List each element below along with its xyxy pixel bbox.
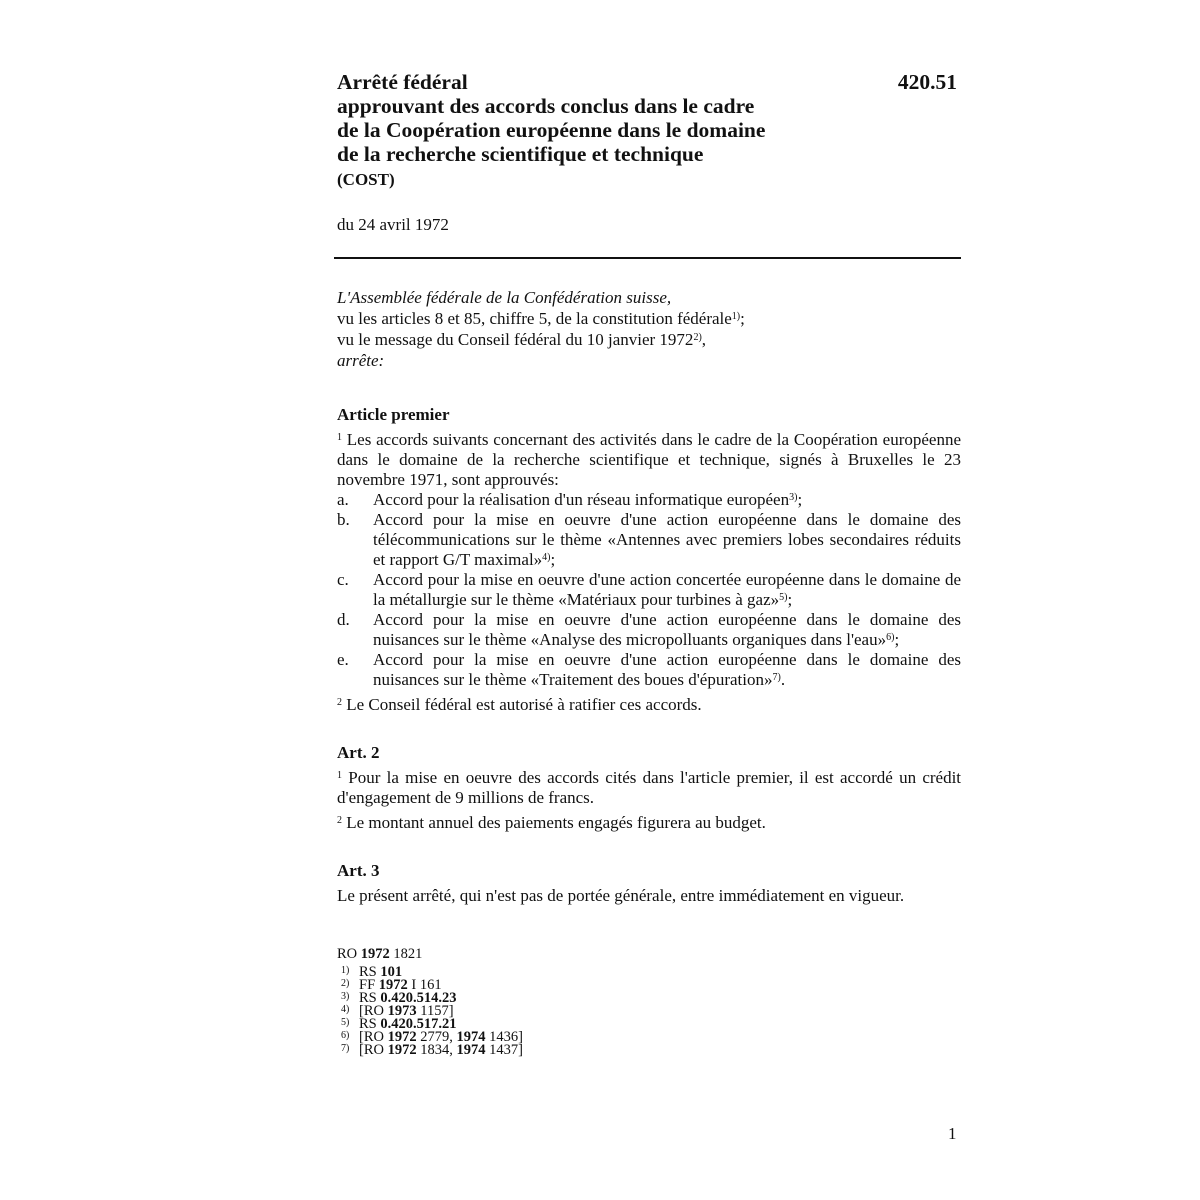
punctuation: ; [740,309,745,328]
footnotes [337,966,961,1057]
list-item-text: Accord pour la réalisation d'un réseau informatique européen [373,490,790,509]
footnote-part: [RO [359,1042,388,1058]
footnote-part: 1436] [485,1029,523,1045]
list-item [337,510,961,570]
list-letter: d. [337,610,350,629]
punctuation: , [701,330,707,349]
article-1-paragraph-1 [337,430,961,490]
assembly-line: L'Assemblée fédérale de la Confédération suisse, [337,288,672,307]
list-item-text: Accord pour la mise en oeuvre d'une action concertée européenne dans le domaine de la métallurgie sur le thème «Matériaux pour turbines à gaz» [373,570,961,609]
footnote-part: 2779, [416,1029,457,1045]
footnote-ref[interactable]: 2) [693,332,702,343]
article-1-paragraph-2-text: Le Conseil fédéral est autorisé à ratifier ces accords. [346,695,702,714]
document-page [337,70,961,1057]
preamble-vu-2-text: vu le message du Conseil fédéral du 10 janvier 1972 [337,330,694,349]
preamble [337,288,961,371]
title-line: approuvant des accords conclus dans le cadre [337,94,755,118]
punctuation: ; [550,550,556,569]
punctuation: ; [797,490,803,509]
footnote-number: 2) [341,978,350,989]
footnote-ref[interactable]: 4) [542,552,551,563]
footnote [337,1044,961,1057]
article-3-heading: Art. 3 [337,861,380,880]
document-subtitle: (COST) [337,170,395,189]
footnote-text [359,1044,523,1057]
document-date: du 24 avril 1972 [337,215,449,234]
footnote-bold-part: 1974 [456,1042,486,1058]
article-2-paragraph-2-text: Le montant annuel des paiements engagés figurera au budget. [346,813,766,832]
list-item-text: Accord pour la mise en oeuvre d'une action européenne dans le domaine des nuisances sur le thème «Analyse des micropolluants organiques dans l'eau» [373,610,961,649]
footnote-part: 1437] [485,1042,523,1058]
footnote-bold-part: 1973 [387,1003,417,1019]
footnote-part: [RO [359,1003,388,1019]
footnote-ref[interactable]: 6) [886,632,895,643]
list-item-text: Accord pour la mise en oeuvre d'une action européenne dans le domaine des nuisances sur le thème «Traitement des boues d'épuration» [373,650,961,689]
footnote-part: I 161 [407,977,442,993]
document-number: 420.51 [897,70,957,94]
article-1 [337,405,961,715]
footnote-bold-part: 0.420.514.23 [380,990,457,1006]
footnote-bold-part: 101 [380,964,403,980]
footnote-bold-part: 1972 [387,1029,417,1045]
list-letter: a. [337,490,349,509]
article-1-heading: Article premier [337,405,450,424]
list-letter: b. [337,510,350,529]
title-line: de la Coopération européenne dans le domaine [337,118,766,142]
footnote-part: [RO [359,1029,388,1045]
article-3 [337,861,961,906]
list-item [337,650,961,690]
agreement-list [337,490,961,690]
footnote-part: FF [359,977,379,993]
article-2 [337,743,961,833]
footnote-number: 5) [341,1017,350,1028]
title-line: Arrêté fédéral [337,70,468,94]
footnote-bold-part: 1974 [456,1029,486,1045]
footnote-bold-part: 0.420.517.21 [380,1016,457,1032]
punctuation: . [780,670,786,689]
footnote-part: RS [359,1016,381,1032]
article-2-paragraph-1-text: Pour la mise en oeuvre des accords cités dans l'article premier, il est accordé un crédit d'engagement de 9 millions de francs. [337,768,962,807]
article-2-paragraph-2 [337,813,961,833]
footnote-part: 1157] [416,1003,454,1019]
article-3-paragraph: Le présent arrêté, qui n'est pas de portée générale, entre immédiatement en vigueur. [337,886,905,905]
list-item [337,610,961,650]
source-reference [337,946,961,962]
paragraph-number: 1 [337,432,342,443]
footnote-ref[interactable]: 3) [789,492,798,503]
source-page: 1821 [393,946,423,962]
punctuation: ; [894,630,900,649]
list-item [337,490,961,510]
header-divider [334,257,961,259]
footnote-part: RS [359,990,381,1006]
source-prefix: RO [337,946,358,962]
footnote-number: 7) [341,1043,350,1054]
footnote-bold-part: 1972 [378,977,408,993]
article-2-paragraph-1 [337,768,961,808]
paragraph-number: 2 [337,697,342,708]
preamble-vu-1 [337,309,961,329]
title-block [337,70,961,192]
article-1-paragraph-2 [337,695,961,715]
list-letter: c. [337,570,349,589]
arrete-line: arrête: [337,351,385,370]
paragraph-number: 1 [337,770,342,781]
footnote-bold-part: 1972 [387,1042,417,1058]
document-title [337,70,857,166]
title-line: de la recherche scientifique et technique [337,142,704,166]
source-year: 1972 [360,946,390,962]
article-1-paragraph-1-text: Les accords suivants concernant des activités dans le cadre de la Coopération européenne dans le domaine de la recherche scientifique et technique, signés à Bruxelles le 23 novembre 1971, sont approuvés: [337,430,962,489]
punctuation: ; [787,590,793,609]
footnote-ref[interactable]: 5) [779,592,788,603]
footnote-part: 1834, [416,1042,457,1058]
footnote-ref[interactable]: 1) [731,311,741,322]
list-item [337,570,961,610]
footnote-number: 4) [341,1004,350,1015]
footnote-number: 3) [341,991,350,1002]
list-item-text: Accord pour la mise en oeuvre d'une action européenne dans le domaine des télécommunications sur le thème «Antennes avec premiers lobes secondaires réduits et rapport G/T maximal» [373,510,961,569]
article-2-heading: Art. 2 [337,743,380,762]
list-letter: e. [337,650,349,669]
preamble-vu-2 [337,330,961,350]
preamble-vu-1-text: vu les articles 8 et 85, chiffre 5, de la constitution fédérale [337,309,732,328]
page-number: 1 [948,1124,957,1143]
footnote-part: RS [359,964,381,980]
footnote-ref[interactable]: 7) [772,672,781,683]
footnote-number: 1) [341,965,350,976]
paragraph-number: 2 [337,815,342,826]
footnote-number: 6) [341,1030,350,1041]
